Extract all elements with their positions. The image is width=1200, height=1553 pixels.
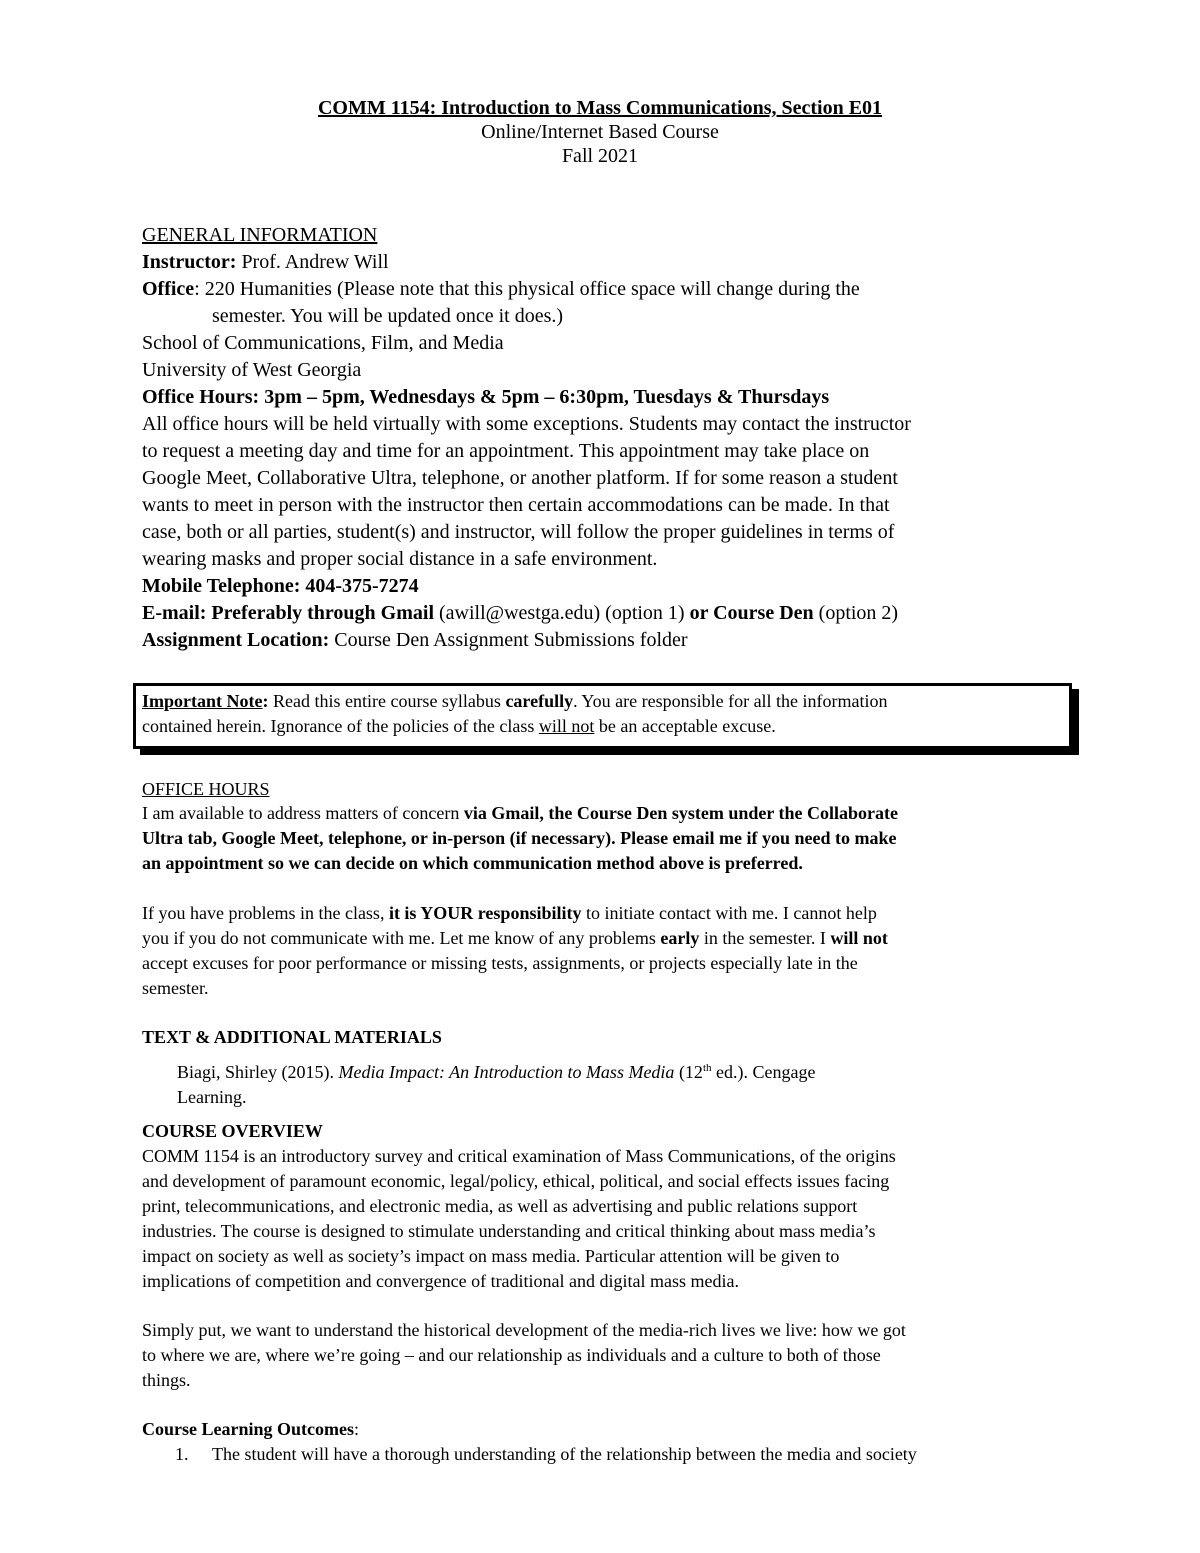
hours-desc-line: wearing masks and proper social distance in a safe environment. bbox=[142, 548, 658, 570]
office-hours-text: to initiate contact with me. I cannot help bbox=[581, 903, 877, 923]
overview-p1-line: and development of paramount economic, legal/policy, ethical, political, and social effects issues facing bbox=[142, 1171, 890, 1191]
hours-desc-line: case, both or all parties, student(s) and instructor, will follow the proper guidelines in terms of bbox=[142, 521, 895, 543]
office-hours-p2-line bbox=[142, 929, 888, 947]
outcome-item: The student will have a thorough understanding of the relationship between the media and society bbox=[212, 1444, 917, 1464]
email-line bbox=[142, 603, 898, 623]
course-term: Fall 2021 bbox=[561, 145, 639, 167]
office-hours-p1-line: an appointment so we can decide on which communication method above is preferred. bbox=[142, 853, 803, 873]
office-hours-heading: OFFICE HOURS bbox=[142, 779, 270, 799]
instructor-value: Prof. Andrew Will bbox=[236, 251, 389, 273]
instructor-label: Instructor: bbox=[142, 251, 237, 273]
office-hours-p2-line: accept excuses for poor performance or missing tests, assignments, or projects especially late in the bbox=[142, 953, 858, 973]
overview-p1-line: print, telecommunications, and electronic media, as well as advertising and public relations support bbox=[142, 1196, 858, 1216]
note-text: be an acceptable excuse. bbox=[594, 716, 776, 736]
hours-desc-line: wants to meet in person with the instructor then certain accommodations can be made. In that bbox=[142, 494, 890, 516]
overview-p1-line: COMM 1154 is an introductory survey and critical examination of Mass Communications, of the origins bbox=[142, 1146, 896, 1166]
university-line: University of West Georgia bbox=[142, 359, 362, 381]
school-line: School of Communications, Film, and Media bbox=[142, 332, 504, 354]
general-info-heading: GENERAL INFORMATION bbox=[142, 224, 378, 246]
hours-desc-line: All office hours will be held virtually with some exceptions. Students may contact the instructor bbox=[142, 413, 911, 435]
office-hours-text: in the semester. I bbox=[699, 928, 831, 948]
outcome-number: 1. bbox=[175, 1444, 189, 1464]
course-title: COMM 1154: Introduction to Mass Communications, Section E01 bbox=[317, 97, 883, 119]
citation-author: Biagi, Shirley (2015). bbox=[177, 1062, 339, 1082]
office-hours-p1-line bbox=[142, 804, 898, 822]
note-label: Important Note bbox=[142, 691, 263, 711]
overview-p2-line: to where we are, where we’re going – and our relationship as individuals and a culture to both of those bbox=[142, 1345, 881, 1365]
will-not-emphasis: will not bbox=[830, 928, 888, 948]
overview-p1-line: implications of competition and convergence of traditional and digital mass media. bbox=[142, 1271, 740, 1291]
citation-title: Media Impact: An Introduction to Mass Media bbox=[338, 1062, 675, 1082]
note-colon: : bbox=[262, 691, 269, 711]
textbook-citation bbox=[177, 1063, 815, 1081]
citation-edition: (12 bbox=[674, 1062, 703, 1082]
office-label: Office bbox=[142, 278, 195, 300]
office-hours-text: you if you do not communicate with me. Let me know of any problems bbox=[142, 928, 661, 948]
office-hours-methods: via Gmail, the Course Den system under the Collaborate bbox=[463, 803, 899, 823]
email-address[interactable]: (awill@westga.edu) (option 1) bbox=[434, 602, 690, 624]
outcomes-heading: Course Learning Outcomes bbox=[142, 1419, 354, 1439]
email-or-course-den: or Course Den bbox=[689, 602, 814, 624]
office-line-cont: semester. You will be updated once it does.) bbox=[212, 305, 564, 327]
citation-superscript: th bbox=[702, 1062, 712, 1074]
email-option2: (option 2) bbox=[813, 602, 899, 624]
textbook-citation-cont: Learning. bbox=[177, 1087, 247, 1107]
email-label: E-mail: Preferably through Gmail bbox=[142, 602, 435, 624]
note-line-1 bbox=[142, 692, 888, 710]
note-carefully: carefully bbox=[505, 691, 574, 711]
note-text: . You are responsible for all the information bbox=[573, 691, 888, 711]
overview-heading: COURSE OVERVIEW bbox=[142, 1121, 323, 1141]
outcomes-heading-line bbox=[142, 1420, 359, 1438]
overview-p2-line: things. bbox=[142, 1370, 191, 1390]
assignment-line bbox=[142, 630, 688, 650]
office-hours-p1-line: Ultra tab, Google Meet, telephone, or in-person (if necessary). Please email me if you need to make bbox=[142, 828, 897, 848]
assignment-value: Course Den Assignment Submissions folder bbox=[329, 629, 688, 651]
note-text: Read this entire course syllabus bbox=[268, 691, 506, 711]
office-value: : 220 Humanities (Please note that this physical office space will change during the bbox=[194, 278, 860, 300]
responsibility-emphasis: it is YOUR responsibility bbox=[388, 903, 582, 923]
outcomes-colon: : bbox=[353, 1419, 359, 1439]
office-hours-text: If you have problems in the class, bbox=[142, 903, 389, 923]
materials-heading: TEXT & ADDITIONAL MATERIALS bbox=[142, 1027, 442, 1047]
note-line-2 bbox=[142, 717, 776, 735]
office-hours-p2-line bbox=[142, 904, 877, 922]
note-text: contained herein. Ignorance of the policies of the class bbox=[142, 716, 539, 736]
office-hours-p2-line: semester. bbox=[142, 978, 209, 998]
early-emphasis: early bbox=[660, 928, 700, 948]
citation-publisher: ed.). Cengage bbox=[711, 1062, 816, 1082]
course-subtitle: Online/Internet Based Course bbox=[481, 121, 719, 143]
office-hours-line: Office Hours: 3pm – 5pm, Wednesdays & 5pm – 6:30pm, Tuesdays & Thursdays bbox=[142, 386, 830, 408]
assignment-label: Assignment Location: bbox=[142, 629, 330, 651]
instructor-line bbox=[142, 252, 389, 272]
hours-desc-line: Google Meet, Collaborative Ultra, telephone, or another platform. If for some reason a student bbox=[142, 467, 898, 489]
overview-p1-line: industries. The course is designed to stimulate understanding and critical thinking about mass media’s bbox=[142, 1221, 876, 1241]
hours-desc-line: to request a meeting day and time for an appointment. This appointment may take place on bbox=[142, 440, 870, 462]
office-hours-text: I am available to address matters of concern bbox=[142, 803, 464, 823]
office-line bbox=[142, 279, 860, 299]
mobile-line: Mobile Telephone: 404-375-7274 bbox=[142, 575, 419, 597]
overview-p1-line: impact on society as well as society’s impact on mass media. Particular attention will be given to bbox=[142, 1246, 840, 1266]
note-will-not: will not bbox=[538, 716, 595, 736]
overview-p2-line: Simply put, we want to understand the historical development of the media-rich lives we live: how we got bbox=[142, 1320, 906, 1340]
